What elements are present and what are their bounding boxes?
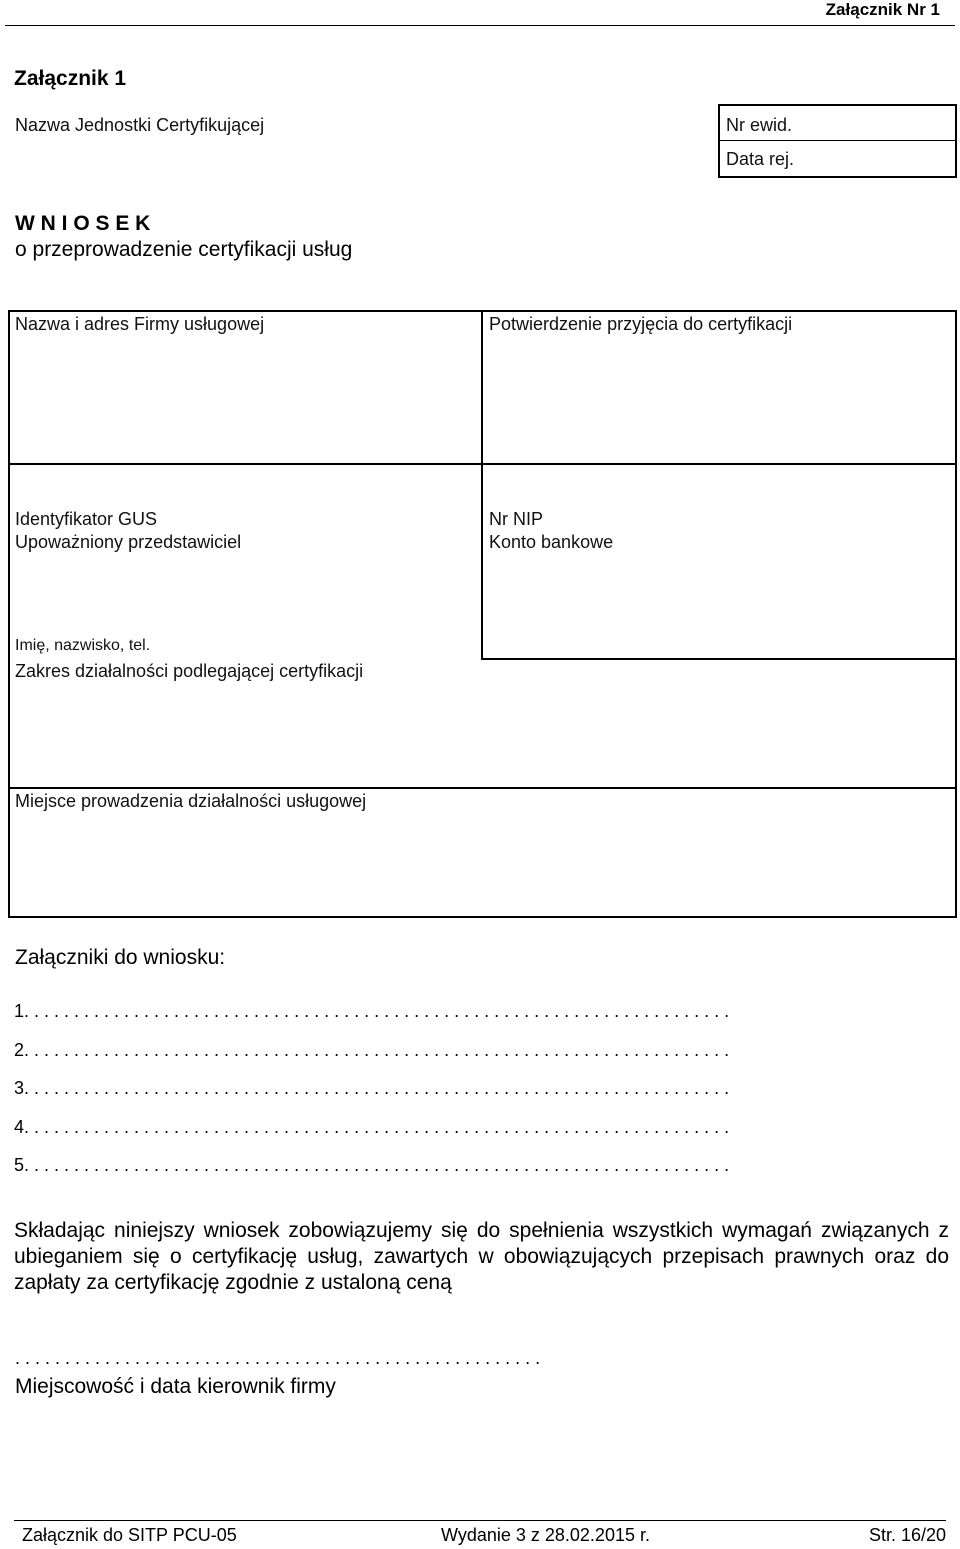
place-of-business-field[interactable]: Miejsce prowadzenia działalności usługowej xyxy=(15,791,367,811)
scope-field[interactable]: Zakres działalności podlegającej certyfikacji xyxy=(15,661,364,681)
form-grid-row-divider-3 xyxy=(8,787,957,789)
authorized-rep-field[interactable]: Upoważniony przedstawiciel xyxy=(15,532,242,552)
registry-box-divider xyxy=(718,140,957,141)
declaration-text: Składając niniejszy wniosek zobowiązujemy się do spełnienia wszystkich wymagań związanych z ubieganiem się o certyfikację usług, zawartych w obowiązujących przepisach prawnych oraz do zapłaty za certyfikację zgodnie z ustaloną ceną xyxy=(14,1219,949,1294)
footer-document-ref: Załącznik do SITP PCU-05 xyxy=(22,1525,237,1545)
bank-account-field[interactable]: Konto bankowe xyxy=(489,532,614,552)
form-subtitle: o przeprowadzenie certyfikacji usług xyxy=(15,238,353,261)
attachment-line-2[interactable]: 2. . . . . . . . . . . . . . . . . . . . . . . . . . . . . . . . . . . . . . . . . . . . . . . . . . . . . . . . . . . . . . . . . . . . . . . xyxy=(14,1040,730,1060)
gus-identifier-field[interactable]: Identyfikator GUS xyxy=(15,509,158,529)
form-grid-row-divider-2 xyxy=(481,658,957,660)
signature-label: Miejscowość i data kierownik firmy xyxy=(15,1375,336,1398)
attachment-line-4[interactable]: 4. . . . . . . . . . . . . . . . . . . . . . . . . . . . . . . . . . . . . . . . . . . . . . . . . . . . . . . . . . . . . . . . . . . . . . . xyxy=(14,1117,730,1137)
footer-page-number: Str. 16/20 xyxy=(868,1525,946,1545)
acceptance-confirmation-field[interactable]: Potwierdzenie przyjęcia do certyfikacji xyxy=(489,314,793,334)
footer-edition: Wydanie 3 z 28.02.2015 r. xyxy=(441,1525,650,1545)
attachments-heading: Załączniki do wniosku: xyxy=(15,946,226,969)
signature-line[interactable]: . . . . . . . . . . . . . . . . . . . . . . . . . . . . . . . . . . . . . . . . . . . . . . . . . . . . . xyxy=(15,1348,541,1368)
attachment-tag: Załącznik Nr 1 xyxy=(825,0,940,19)
data-rej-label[interactable]: Data rej. xyxy=(726,149,795,169)
form-grid-row-divider-1 xyxy=(8,463,957,465)
attachment-line-1[interactable]: 1. . . . . . . . . . . . . . . . . . . . . . . . . . . . . . . . . . . . . . . . . . . . . . . . . . . . . . . . . . . . . . . . . . . . . . . xyxy=(14,1001,730,1021)
footer-divider xyxy=(14,1520,946,1521)
attachment-line-5[interactable]: 5. . . . . . . . . . . . . . . . . . . . . . . . . . . . . . . . . . . . . . . . . . . . . . . . . . . . . . . . . . . . . . . . . . . . . . . xyxy=(14,1155,730,1175)
form-grid-column-divider xyxy=(481,310,483,659)
cert-unit-label: Nazwa Jednostki Certyfikującej xyxy=(15,115,265,135)
attachment-line-3[interactable]: 3. . . . . . . . . . . . . . . . . . . . . . . . . . . . . . . . . . . . . . . . . . . . . . . . . . . . . . . . . . . . . . . . . . . . . . . xyxy=(14,1078,730,1098)
company-name-address-field[interactable]: Nazwa i adres Firmy usługowej xyxy=(15,314,265,334)
annex-title: Załącznik 1 xyxy=(14,67,127,90)
header-divider xyxy=(5,25,955,26)
nr-ewid-label[interactable]: Nr ewid. xyxy=(726,115,793,135)
nip-field[interactable]: Nr NIP xyxy=(489,509,543,529)
form-title: W N I O S E K xyxy=(15,212,151,235)
name-phone-field[interactable]: Imię, nazwisko, tel. xyxy=(15,637,151,654)
